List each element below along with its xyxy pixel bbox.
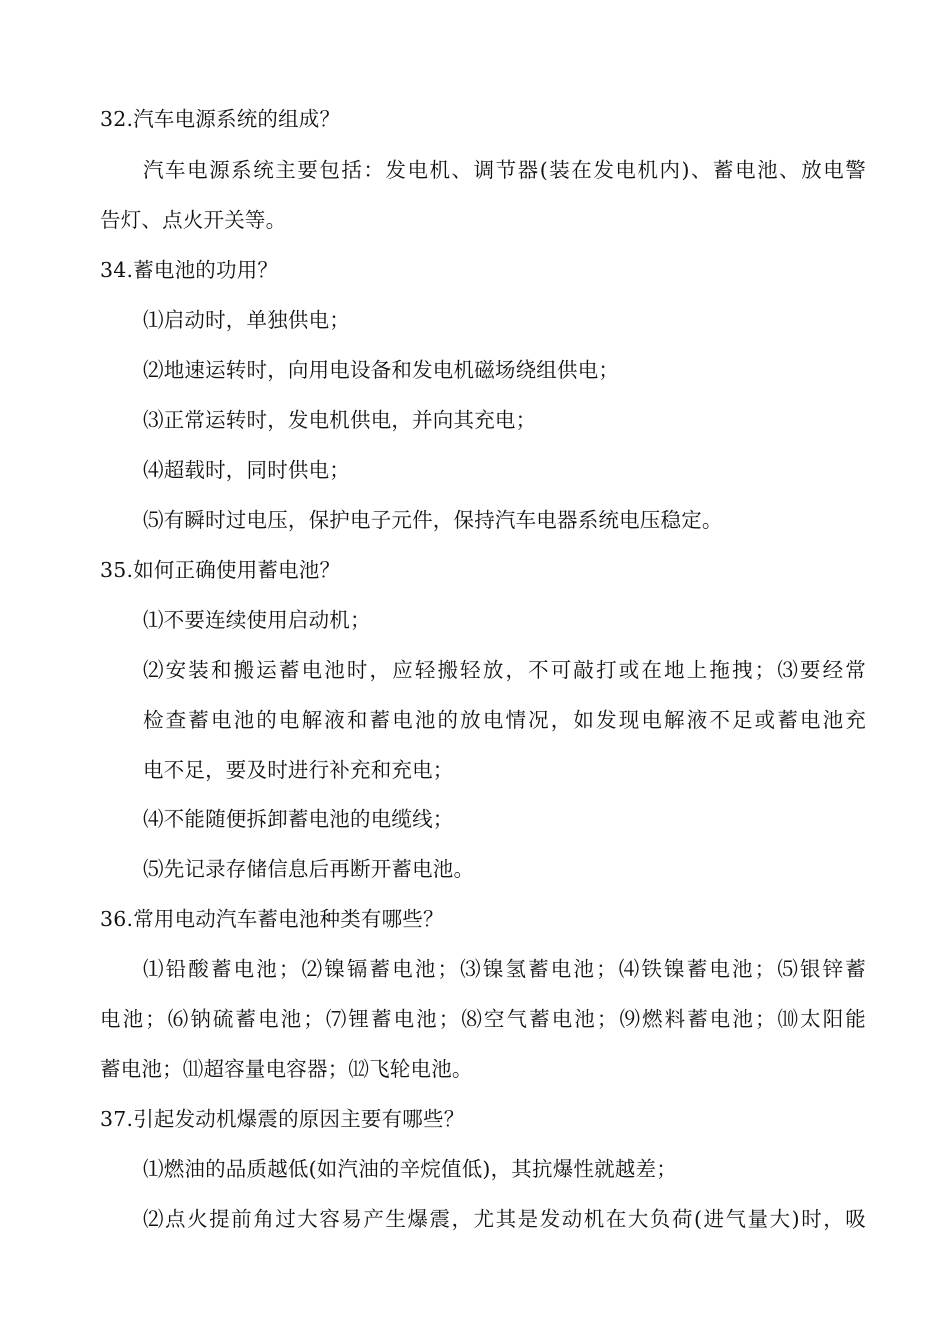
paragraph-line: 告灯、点火开关等。: [100, 208, 287, 232]
paragraph-line: ⑴铅酸蓄电池；⑵镍镉蓄电池；⑶镍氢蓄电池；⑷铁镍蓄电池；⑸银锌蓄: [143, 957, 866, 981]
heading-q35: 35.如何正确使用蓄电池？: [100, 558, 341, 582]
list-item-continued: 电不足，要及时进行补充和充电；: [143, 758, 454, 782]
paragraph-line: 汽车电源系统主要包括：发电机、调节器(装在发电机内)、蓄电池、放电警: [143, 158, 866, 182]
list-item-continued: 检查蓄电池的电解液和蓄电池的放电情况，如发现电解液不足或蓄电池充: [143, 708, 866, 732]
paragraph-line: 蓄电池；⑾超容量电容器；⑿飞轮电池。: [100, 1057, 473, 1081]
list-item: ⑴燃油的品质越低(如汽油的辛烷值低)，其抗爆性就越差；: [143, 1157, 677, 1181]
list-item: ⑷超载时，同时供电；: [143, 458, 350, 482]
heading-q32: 32.汽车电源系统的组成？: [100, 107, 341, 131]
list-item: ⑷不能随便拆卸蓄电池的电缆线；: [143, 807, 454, 831]
list-item: ⑶正常运转时，发电机供电，并向其充电；: [143, 408, 537, 432]
list-item: ⑸有瞬时过电压，保护电子元件，保持汽车电器系统电压稳定。: [143, 508, 723, 532]
heading-q34: 34.蓄电池的功用？: [100, 258, 279, 282]
list-item: ⑵地速运转时，向用电设备和发电机磁场绕组供电；: [143, 358, 620, 382]
list-item: ⑴不要连续使用启动机；: [143, 608, 371, 632]
paragraph-line: 电池；⑹钠硫蓄电池；⑺锂蓄电池；⑻空气蓄电池；⑼燃料蓄电池；⑽太阳能: [100, 1007, 866, 1031]
list-item: ⑵安装和搬运蓄电池时，应轻搬轻放，不可敲打或在地上拖拽；⑶要经常: [143, 658, 866, 682]
list-item: ⑸先记录存储信息后再断开蓄电池。: [143, 857, 475, 881]
list-item: ⑴启动时，单独供电；: [143, 308, 350, 332]
list-item: ⑵点火提前角过大容易产生爆震，尤其是发动机在大负荷(进气量大)时，吸: [143, 1207, 866, 1231]
heading-q36: 36.常用电动汽车蓄电池种类有哪些？: [100, 907, 444, 931]
heading-q37: 37.引起发动机爆震的原因主要有哪些？: [100, 1107, 465, 1131]
